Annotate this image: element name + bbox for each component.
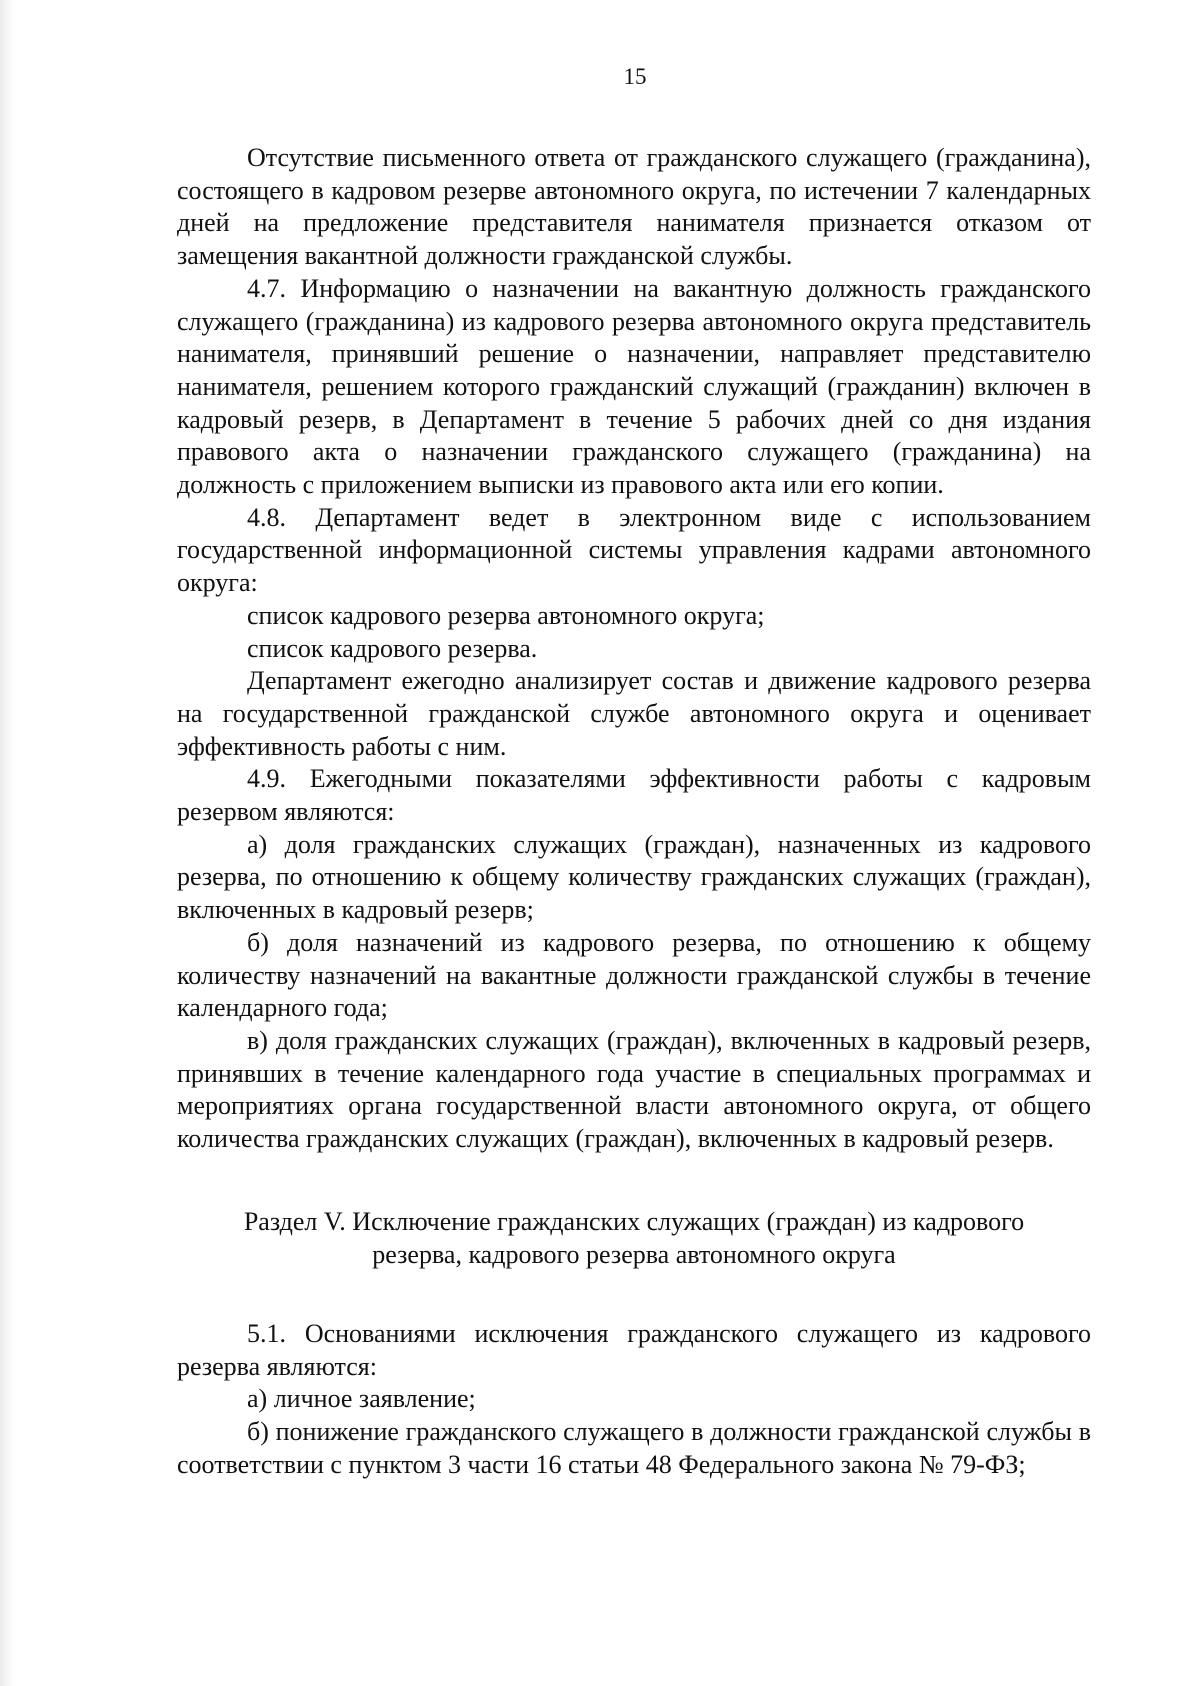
section-heading-line-1: Раздел V. Исключение гражданских служащих (граждан) из кадрового	[243, 1206, 1025, 1236]
document-body	[177, 142, 1091, 1481]
section-heading-line-2: резерва, кадрового резерва автономного округа	[372, 1239, 896, 1269]
paragraph-4-9: 4.9. Ежегодными показателями эффективности работы с кадровым резервом являются:	[177, 764, 1091, 827]
page-number: 15	[623, 64, 647, 89]
ground-b: б) понижение гражданского служащего в должности гражданской службы в соответствии с пунктом 3 части 16 статьи 48 Федерального закона № 79-ФЗ;	[177, 1416, 1091, 1479]
section-5-heading	[177, 1205, 1091, 1271]
paragraph-5-1: 5.1. Основаниями исключения гражданского служащего из кадрового резерва являются:	[177, 1318, 1091, 1381]
paragraph-department-analysis: Департамент ежегодно анализирует состав и движение кадрового резерва на государственной гражданской службе автономного округа и оценивает эффективность работы с ним.	[177, 666, 1091, 761]
paragraph-4-8: 4.8. Департамент ведет в электронном виде с использованием государственной информационной системы управления кадрами автономного округа:	[177, 502, 1091, 598]
paragraph-no-answer: Отсутствие письменного ответа от гражданского служащего (гражданина), состоящего в кадровом резерве автономного округа, по истечении 7 календарных дней на предложение представителя нанимателя признается отказом от замещения вакантной должности гражданской службы.	[177, 143, 1091, 271]
list-item-reserve: список кадрового резерва.	[247, 633, 538, 663]
indicator-a: а) доля гражданских служащих (граждан), назначенных из кадрового резерва, по отношению к общему количеству гражданских служащих (граждан), включенных в кадровый резерв;	[177, 829, 1091, 925]
ground-a: а) личное заявление;	[247, 1384, 476, 1414]
scan-edge-shadow	[0, 0, 14, 1686]
list-item-reserve-okrug: список кадрового резерва автономного округа;	[247, 600, 765, 630]
indicator-v: в) доля гражданских служащих (граждан), включенных в кадровый резерв, принявших в течение календарного года участие в специальных программах и мероприятиях органа государственной власти автономного округа, от общего количества гражданских служащих (граждан), включенных в кадровый резерв.	[177, 1025, 1091, 1154]
indicator-b: б) доля назначений из кадрового резерва, по отношению к общему количеству назначений на вакантные должности гражданской службы в течение календарного года;	[177, 927, 1091, 1023]
paragraph-4-7: 4.7. Информацию о назначении на вакантную должность гражданского служащего (гражданина) из кадрового резерва автономного округа представитель нанимателя, принявший решение о назначении, направляет представителю нанимателя, решением которого гражданский служащий (гражданин) включен в кадровый резерв, в Департамент в течение 5 рабочих дней со дня издания правового акта о назначении гражданского служащего (гражданина) на должность с приложением выписки из правового акта или его копии.	[177, 273, 1091, 500]
